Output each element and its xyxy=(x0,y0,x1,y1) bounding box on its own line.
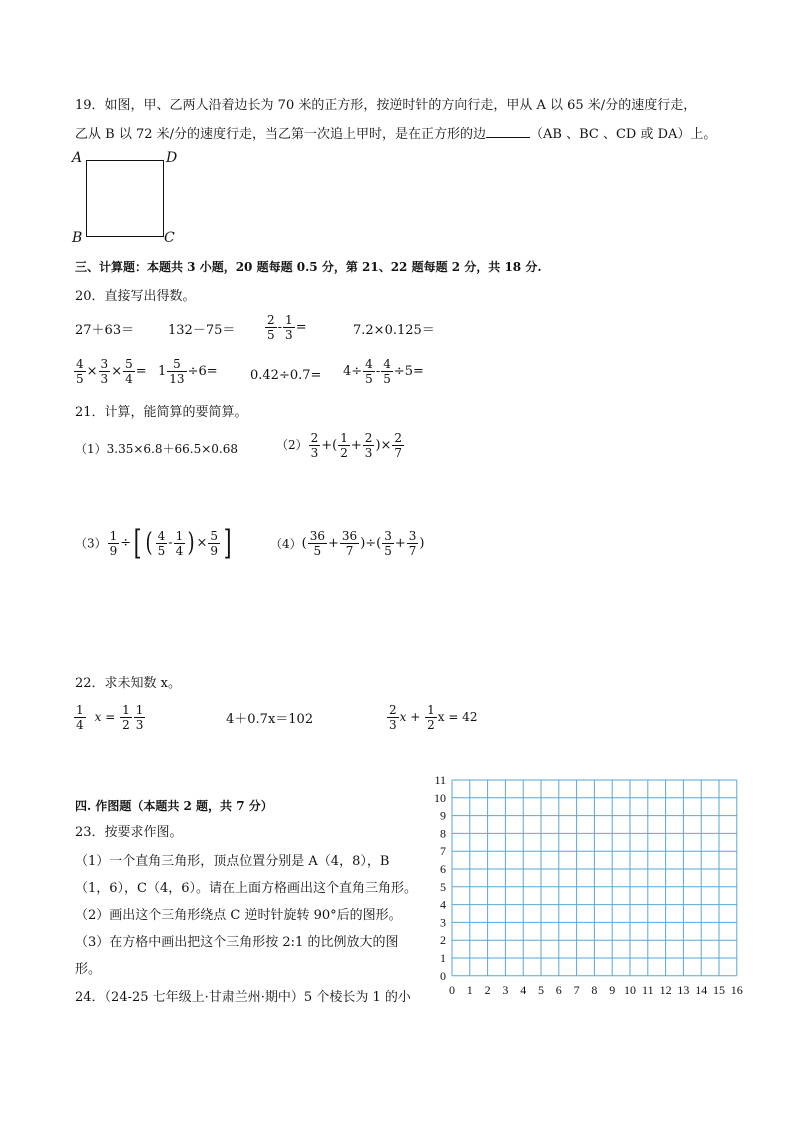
fraction xyxy=(425,703,437,732)
y-axis-label: 1 xyxy=(440,951,446,965)
operator: × xyxy=(196,535,208,551)
denominator: 5 xyxy=(76,372,84,386)
q22-title: 22．求未知数 x。 xyxy=(75,676,182,691)
y-axis-label: 6 xyxy=(440,862,446,876)
y-axis-label: 3 xyxy=(440,915,446,930)
numerator: 1 xyxy=(109,528,118,543)
q21-part2 xyxy=(276,431,405,460)
numerator: 5 xyxy=(167,357,186,372)
fraction xyxy=(74,357,86,386)
y-axis-label: 4 xyxy=(440,897,446,912)
q20-expr-2: 132－75＝ xyxy=(168,323,236,338)
denominator: 3 xyxy=(285,328,293,342)
denominator: 4 xyxy=(125,372,133,386)
denominator: 3 xyxy=(310,446,319,460)
denominator: 3 xyxy=(389,718,397,732)
part-label: （1） xyxy=(75,442,107,456)
operator: +( xyxy=(321,438,338,453)
fraction xyxy=(265,313,277,342)
q21-title: 21．计算，能简算的要简算。 xyxy=(75,405,248,420)
fraction xyxy=(309,431,321,460)
fraction xyxy=(381,357,393,386)
fraction xyxy=(407,529,419,558)
denominator: 13 xyxy=(169,372,185,386)
q23-item2: （2）画出这个三角形绕点 C 逆时针旋转 90°后的图形。 xyxy=(75,908,402,923)
operator: + xyxy=(394,536,406,551)
numerator: 3 xyxy=(384,529,392,543)
operator: + xyxy=(328,536,339,551)
x-axis-label: 10 xyxy=(624,982,636,997)
answer-blank xyxy=(486,125,530,138)
numerator: 1 xyxy=(175,528,184,543)
q20-expr-7: 0.42÷0.7= xyxy=(250,368,322,383)
numerator: 4 xyxy=(383,357,391,371)
x-axis-label: 9 xyxy=(609,982,616,997)
numerator: 36 xyxy=(309,529,325,543)
denominator: 5 xyxy=(157,543,166,558)
q20-expr-8 xyxy=(343,357,424,386)
y-axis-label: 11 xyxy=(434,773,446,787)
expr-tail: ÷5= xyxy=(393,364,424,379)
x-axis-label: 13 xyxy=(677,982,690,997)
numerator: 1 xyxy=(76,703,84,717)
expr-tail: ÷6= xyxy=(187,364,218,379)
expr-tail: x = 42 xyxy=(437,710,478,724)
q22-eq1 xyxy=(73,703,146,732)
q23-item1-line1: （1）一个直角三角形，顶点位置分别是 A（4，8），B xyxy=(75,854,390,869)
fraction xyxy=(174,529,186,558)
expr-head: 4÷ xyxy=(343,364,363,379)
right-paren: ) xyxy=(187,528,195,558)
equals-sign: = xyxy=(295,320,307,335)
left-paren: ( xyxy=(145,528,154,558)
square-figure xyxy=(86,160,164,237)
q19-line2-text: 乙从 B 以 72 米/分的速度行走，当乙第一次追上甲时，是在正方形的边 xyxy=(75,127,487,142)
fraction xyxy=(156,529,168,558)
fraction xyxy=(363,357,375,386)
numerator: 36 xyxy=(341,529,358,543)
operator: - xyxy=(277,320,283,335)
operator: )× xyxy=(375,438,392,453)
fraction xyxy=(167,357,186,386)
operator: × xyxy=(86,364,98,379)
q20-expr-4: 7.2×0.125＝ xyxy=(353,323,435,338)
denominator: 3 xyxy=(135,718,144,732)
y-axis-label: 10 xyxy=(434,790,446,805)
coordinate-grid xyxy=(420,770,750,1000)
fraction xyxy=(108,529,120,558)
x-axis-label: 5 xyxy=(538,982,544,997)
y-axis-label: 5 xyxy=(440,879,446,894)
fraction xyxy=(340,529,359,558)
fraction xyxy=(283,313,295,342)
operator: ÷ xyxy=(120,535,132,551)
fraction xyxy=(134,703,146,732)
expr-mid: x + xyxy=(399,710,425,724)
fraction xyxy=(308,529,327,558)
q20-expr-3 xyxy=(264,313,307,342)
numerator: 2 xyxy=(267,313,275,327)
numerator: 1 xyxy=(285,313,293,327)
q20-title: 20．直接写出得数。 xyxy=(75,289,196,304)
q23-title: 23．按要求作图。 xyxy=(75,825,183,840)
numerator: 2 xyxy=(310,431,319,445)
x-axis-label: 6 xyxy=(555,982,562,997)
q20-expr-6 xyxy=(158,357,218,386)
numerator: 1 xyxy=(122,703,130,717)
numerator: 2 xyxy=(394,431,403,445)
label-b: B xyxy=(72,230,83,246)
numerator: 4 xyxy=(365,357,373,371)
x-axis-label: 3 xyxy=(502,982,509,997)
label-c: C xyxy=(164,230,175,246)
operator: ( xyxy=(301,536,307,551)
denominator: 2 xyxy=(340,446,348,460)
denominator: 7 xyxy=(408,544,417,558)
fraction xyxy=(99,357,111,386)
numerator: 5 xyxy=(210,528,218,543)
numerator: 4 xyxy=(76,357,84,371)
operator: + xyxy=(350,438,362,453)
left-bracket: [ xyxy=(133,523,142,563)
right-bracket: ] xyxy=(223,523,232,563)
expr-mid: x = xyxy=(94,710,120,724)
label-a: A xyxy=(72,150,83,166)
fraction xyxy=(363,431,375,460)
fraction xyxy=(123,357,135,386)
denominator: 9 xyxy=(109,543,118,558)
part-label: （3） xyxy=(75,536,107,551)
numerator: 1 xyxy=(427,703,435,717)
fraction xyxy=(208,529,220,558)
denominator: 9 xyxy=(210,543,218,558)
x-axis-label: 12 xyxy=(659,982,672,997)
part-label: （2） xyxy=(276,438,308,452)
q21-part1 xyxy=(75,440,238,458)
x-axis-label: 4 xyxy=(520,982,527,997)
q19-line2 xyxy=(75,125,716,144)
q21-part3 xyxy=(75,523,234,563)
part-expression: 3.35×6.8＋66.5×0.68 xyxy=(106,442,238,456)
y-axis-label: 7 xyxy=(440,844,446,859)
operator: - xyxy=(375,364,381,379)
denominator: 5 xyxy=(365,372,373,386)
q23-item3-line1: （3）在方格中画出把这个三角形按 2:1 的比例放大的图 xyxy=(75,935,399,950)
fraction xyxy=(120,703,132,732)
x-axis-label: 15 xyxy=(713,982,725,997)
fraction xyxy=(74,703,86,732)
fraction xyxy=(382,529,394,558)
x-axis-label: 2 xyxy=(484,982,491,997)
numerator: 3 xyxy=(100,357,109,371)
part-label: （4） xyxy=(270,537,302,551)
denominator: 2 xyxy=(122,718,130,732)
operator: )÷( xyxy=(360,536,382,551)
x-axis-label: 14 xyxy=(695,982,708,997)
numerator: 5 xyxy=(125,357,133,371)
q20-expr-1: 27＋63＝ xyxy=(75,323,135,338)
q24-line: 24．（24-25 七年级上·甘肃兰州·期中）5 个棱长为 1 的小 xyxy=(75,990,411,1005)
operator: × xyxy=(111,364,123,379)
x-axis-label: 16 xyxy=(730,982,743,997)
denominator: 5 xyxy=(313,544,322,558)
numerator: 2 xyxy=(389,703,397,717)
q22-eq3 xyxy=(386,703,477,732)
q21-part4 xyxy=(270,529,425,558)
q23-item1-line2: （1，6），C（4，6）。请在上面方格画出这个直角三角形。 xyxy=(75,881,418,896)
denominator: 5 xyxy=(383,372,391,386)
operator: - xyxy=(168,535,173,551)
operator: ) xyxy=(419,536,425,551)
y-axis-label: 2 xyxy=(440,933,446,948)
denominator: 3 xyxy=(100,372,109,386)
label-d: D xyxy=(166,150,178,166)
q23-item3-line2: 形。 xyxy=(75,962,102,977)
x-axis-label: 11 xyxy=(642,982,654,997)
denominator: 5 xyxy=(384,544,392,558)
q20-expr-5 xyxy=(73,357,147,386)
y-axis-label: 0 xyxy=(440,968,446,983)
equals-sign: = xyxy=(135,364,147,379)
numerator: 4 xyxy=(157,528,166,543)
denominator: 3 xyxy=(364,446,373,460)
denominator: 7 xyxy=(394,446,403,460)
q19-line1: 19．如图，甲、乙两人沿着边长为 70 米的正方形，按逆时针的方向行走，甲从 A 以 65 米/分的速度行走， xyxy=(75,98,697,113)
numerator: 1 xyxy=(340,431,348,445)
numerator: 1 xyxy=(135,703,144,717)
mixed-integer: 1 xyxy=(158,364,167,379)
q22-eq2: 4＋0.7x＝102 xyxy=(226,712,314,727)
y-axis-label: 9 xyxy=(440,808,446,823)
numerator: 3 xyxy=(408,529,417,543)
numerator: 2 xyxy=(364,431,373,445)
denominator: 4 xyxy=(76,718,84,732)
fraction xyxy=(387,703,399,732)
x-axis-label: 7 xyxy=(573,982,580,997)
section3-heading: 三、计算题：本题共 3 小题，20 题每题 0.5 分，第 21、22 题每题 2 分，共 18 分. xyxy=(75,260,542,274)
x-axis-label: 0 xyxy=(449,982,455,997)
denominator: 4 xyxy=(175,543,184,558)
section4-heading: 四. 作图题（本题共 2 题，共 7 分） xyxy=(75,799,273,813)
x-axis-label: 1 xyxy=(466,982,473,997)
denominator: 5 xyxy=(267,328,275,342)
x-axis-label: 8 xyxy=(591,982,598,997)
fraction xyxy=(338,431,350,460)
denominator: 2 xyxy=(427,718,435,732)
q19-line2-tail: （AB 、BC 、CD 或 DA）上。 xyxy=(530,127,717,142)
y-axis-label: 8 xyxy=(440,826,446,841)
denominator: 7 xyxy=(345,544,354,558)
fraction xyxy=(392,431,404,460)
